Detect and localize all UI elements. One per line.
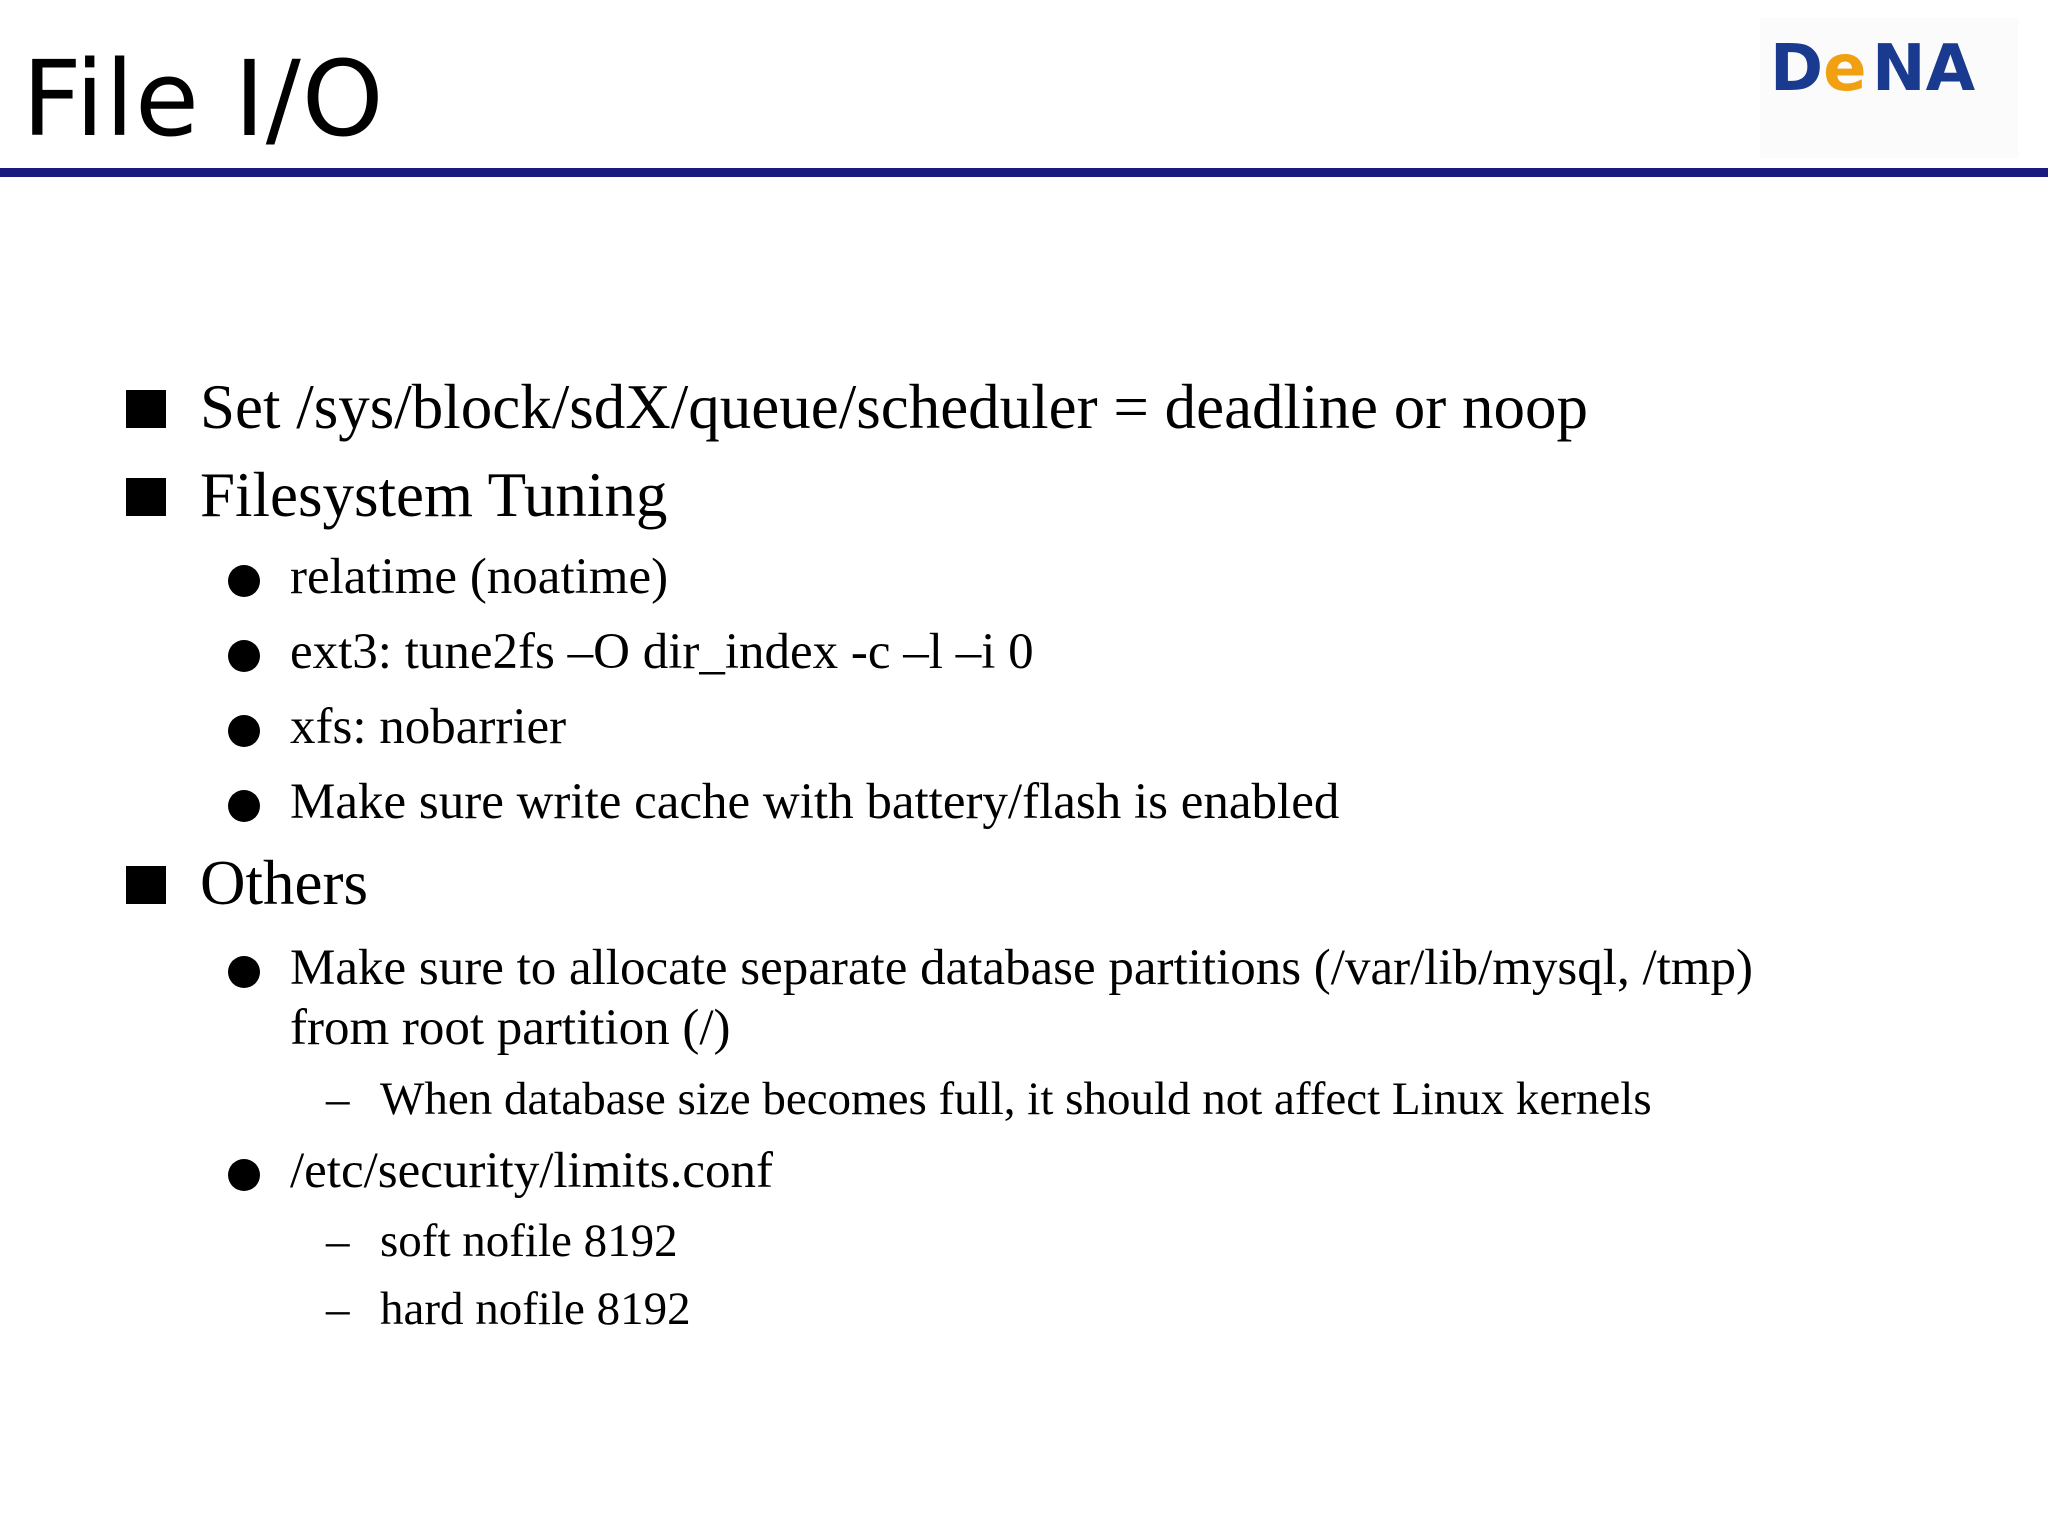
dot-bullet-icon xyxy=(228,790,260,822)
list-item-text: relatime (noatime) xyxy=(290,549,669,605)
list-item-text: xfs: nobarrier xyxy=(290,699,567,755)
list-item-text: Set /sys/block/sdX/queue/scheduler = deadline or noop xyxy=(200,372,1588,442)
dot-bullet-icon xyxy=(228,715,260,747)
list-item-text: Others xyxy=(200,848,368,918)
list-item-text: Make sure write cache with battery/flash is enabled xyxy=(290,774,1340,830)
list-item-continuation xyxy=(290,996,730,1060)
list-item-text: from root partition (/) xyxy=(290,1000,731,1056)
square-bullet-icon xyxy=(126,390,166,428)
dot-bullet-icon xyxy=(228,640,260,672)
list-item xyxy=(290,695,566,759)
dash-bullet-icon: – xyxy=(326,1215,350,1267)
dash-bullet-icon: – xyxy=(326,1283,350,1335)
slide-title: File I/O xyxy=(22,38,385,160)
list-item xyxy=(290,770,1339,834)
dot-bullet-icon xyxy=(228,1159,260,1191)
list-item xyxy=(290,1139,773,1203)
list-item-text: ext3: tune2fs –O dir_index -c –l –i 0 xyxy=(290,624,1034,680)
list-item xyxy=(290,620,1034,684)
list-item-text: soft nofile 8192 xyxy=(380,1215,678,1267)
list-item xyxy=(200,367,1588,447)
list-item xyxy=(290,936,1753,1000)
square-bullet-icon xyxy=(126,866,166,904)
list-item xyxy=(326,1212,678,1270)
logo-text-de: De xyxy=(1770,32,1867,106)
list-item xyxy=(326,1070,1652,1128)
list-item-text: hard nofile 8192 xyxy=(380,1283,691,1335)
list-item-text: Filesystem Tuning xyxy=(200,460,668,530)
list-item-text: /etc/security/limits.conf xyxy=(290,1143,773,1199)
list-item xyxy=(290,545,668,609)
list-item xyxy=(326,1280,691,1338)
list-item xyxy=(200,455,667,535)
logo-text-na: NA xyxy=(1872,32,1976,106)
list-item-text: When database size becomes full, it should not affect Linux kernels xyxy=(380,1073,1652,1125)
square-bullet-icon xyxy=(126,478,166,516)
dash-bullet-icon: – xyxy=(326,1073,350,1125)
dot-bullet-icon xyxy=(228,565,260,597)
list-item xyxy=(200,843,368,923)
list-item-text: Make sure to allocate separate database partitions (/var/lib/mysql, /tmp) xyxy=(290,940,1753,996)
dot-bullet-icon xyxy=(228,956,260,988)
